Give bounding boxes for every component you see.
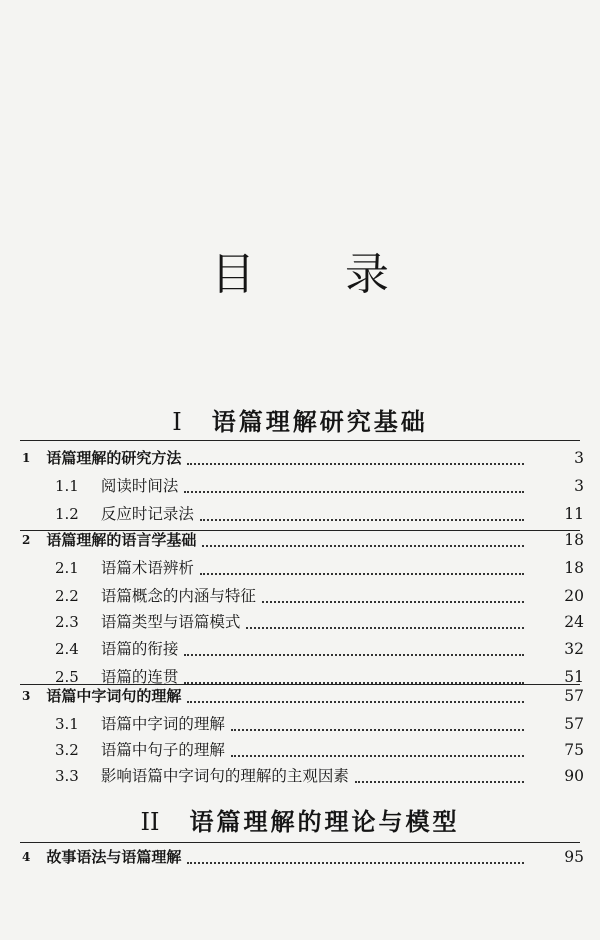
page-number: 3 xyxy=(574,477,584,495)
dot-leader xyxy=(246,626,524,629)
toc-section[interactable] xyxy=(55,503,584,525)
dot-leader xyxy=(262,600,524,603)
page-number: 32 xyxy=(564,640,584,658)
chapter-label: 故事语法与语篇理解 xyxy=(46,848,182,866)
dot-leader xyxy=(355,780,524,783)
chapter-number: 2 xyxy=(22,533,31,547)
part-title: 语篇理解的理论与模型 xyxy=(189,807,460,836)
page-number: 11 xyxy=(564,505,584,523)
toc-section[interactable] xyxy=(55,611,584,633)
dot-leader xyxy=(187,700,524,703)
chapter-label: 语篇理解的语言学基础 xyxy=(46,531,197,549)
part-title: 语篇理解研究基础 xyxy=(211,407,428,436)
part-roman: II xyxy=(140,808,160,836)
toc-chapter[interactable] xyxy=(22,447,584,469)
page-number: 57 xyxy=(564,687,584,705)
toc-title: 目 录 xyxy=(211,249,427,300)
section-number: 3.2 xyxy=(55,741,79,759)
page-number: 75 xyxy=(564,741,584,759)
page-number: 57 xyxy=(564,715,584,733)
page-number: 18 xyxy=(564,559,584,577)
section-label: 语篇中句子的理解 xyxy=(100,741,225,759)
section-label: 语篇中字词的理解 xyxy=(100,715,225,733)
toc-section[interactable] xyxy=(55,765,584,787)
section-label: 阅读时间法 xyxy=(100,477,179,495)
page-number: 3 xyxy=(574,449,584,467)
section-number: 2.1 xyxy=(55,559,79,577)
toc-section[interactable] xyxy=(55,713,584,735)
chapter-number: 1 xyxy=(22,451,31,465)
page-number: 18 xyxy=(564,531,584,549)
section-label: 反应时记录法 xyxy=(100,505,194,523)
section-label: 语篇的衔接 xyxy=(100,640,179,658)
toc-chapter[interactable] xyxy=(22,846,584,868)
page-number: 24 xyxy=(564,613,584,631)
page-number: 20 xyxy=(564,587,584,605)
chapter-number: 4 xyxy=(22,850,31,864)
dot-leader xyxy=(200,518,524,521)
page-number: 90 xyxy=(564,767,584,785)
part-rule xyxy=(20,440,580,441)
section-number: 2.2 xyxy=(55,587,79,605)
part-heading xyxy=(0,802,600,837)
section-number: 2.5 xyxy=(55,668,79,686)
section-label: 语篇的连贯 xyxy=(100,668,179,686)
toc-section[interactable] xyxy=(55,585,584,607)
section-number: 3.3 xyxy=(55,767,79,785)
chapter-number: 3 xyxy=(22,689,31,703)
part-heading xyxy=(0,402,600,437)
toc-section[interactable] xyxy=(55,557,584,579)
dot-leader xyxy=(231,754,524,757)
dot-leader xyxy=(184,653,524,656)
toc-section[interactable] xyxy=(55,638,584,660)
toc-chapter[interactable] xyxy=(22,529,584,551)
dot-leader xyxy=(202,544,524,547)
dot-leader xyxy=(200,572,524,575)
dot-leader xyxy=(187,861,524,864)
dot-leader xyxy=(231,728,524,731)
section-number: 1.1 xyxy=(55,477,79,495)
section-label: 语篇类型与语篇模式 xyxy=(100,613,241,631)
section-label: 语篇概念的内涵与特征 xyxy=(100,587,256,605)
chapter-label: 语篇中字词句的理解 xyxy=(46,687,182,705)
section-number: 3.1 xyxy=(55,715,79,733)
section-label: 影响语篇中字词句的理解的主观因素 xyxy=(100,767,349,785)
toc-chapter[interactable] xyxy=(22,685,584,707)
part-roman: I xyxy=(172,408,182,436)
section-number: 2.3 xyxy=(55,613,79,631)
page-number: 95 xyxy=(564,848,584,866)
section-label: 语篇术语辨析 xyxy=(100,559,194,577)
dot-leader xyxy=(184,490,524,493)
toc-section[interactable] xyxy=(55,739,584,761)
chapter-label: 语篇理解的研究方法 xyxy=(46,449,182,467)
page-number: 51 xyxy=(564,668,584,686)
toc-section[interactable] xyxy=(55,475,584,497)
dot-leader xyxy=(187,462,524,465)
section-number: 2.4 xyxy=(55,640,79,658)
part-rule xyxy=(20,842,580,843)
section-number: 1.2 xyxy=(55,505,79,523)
